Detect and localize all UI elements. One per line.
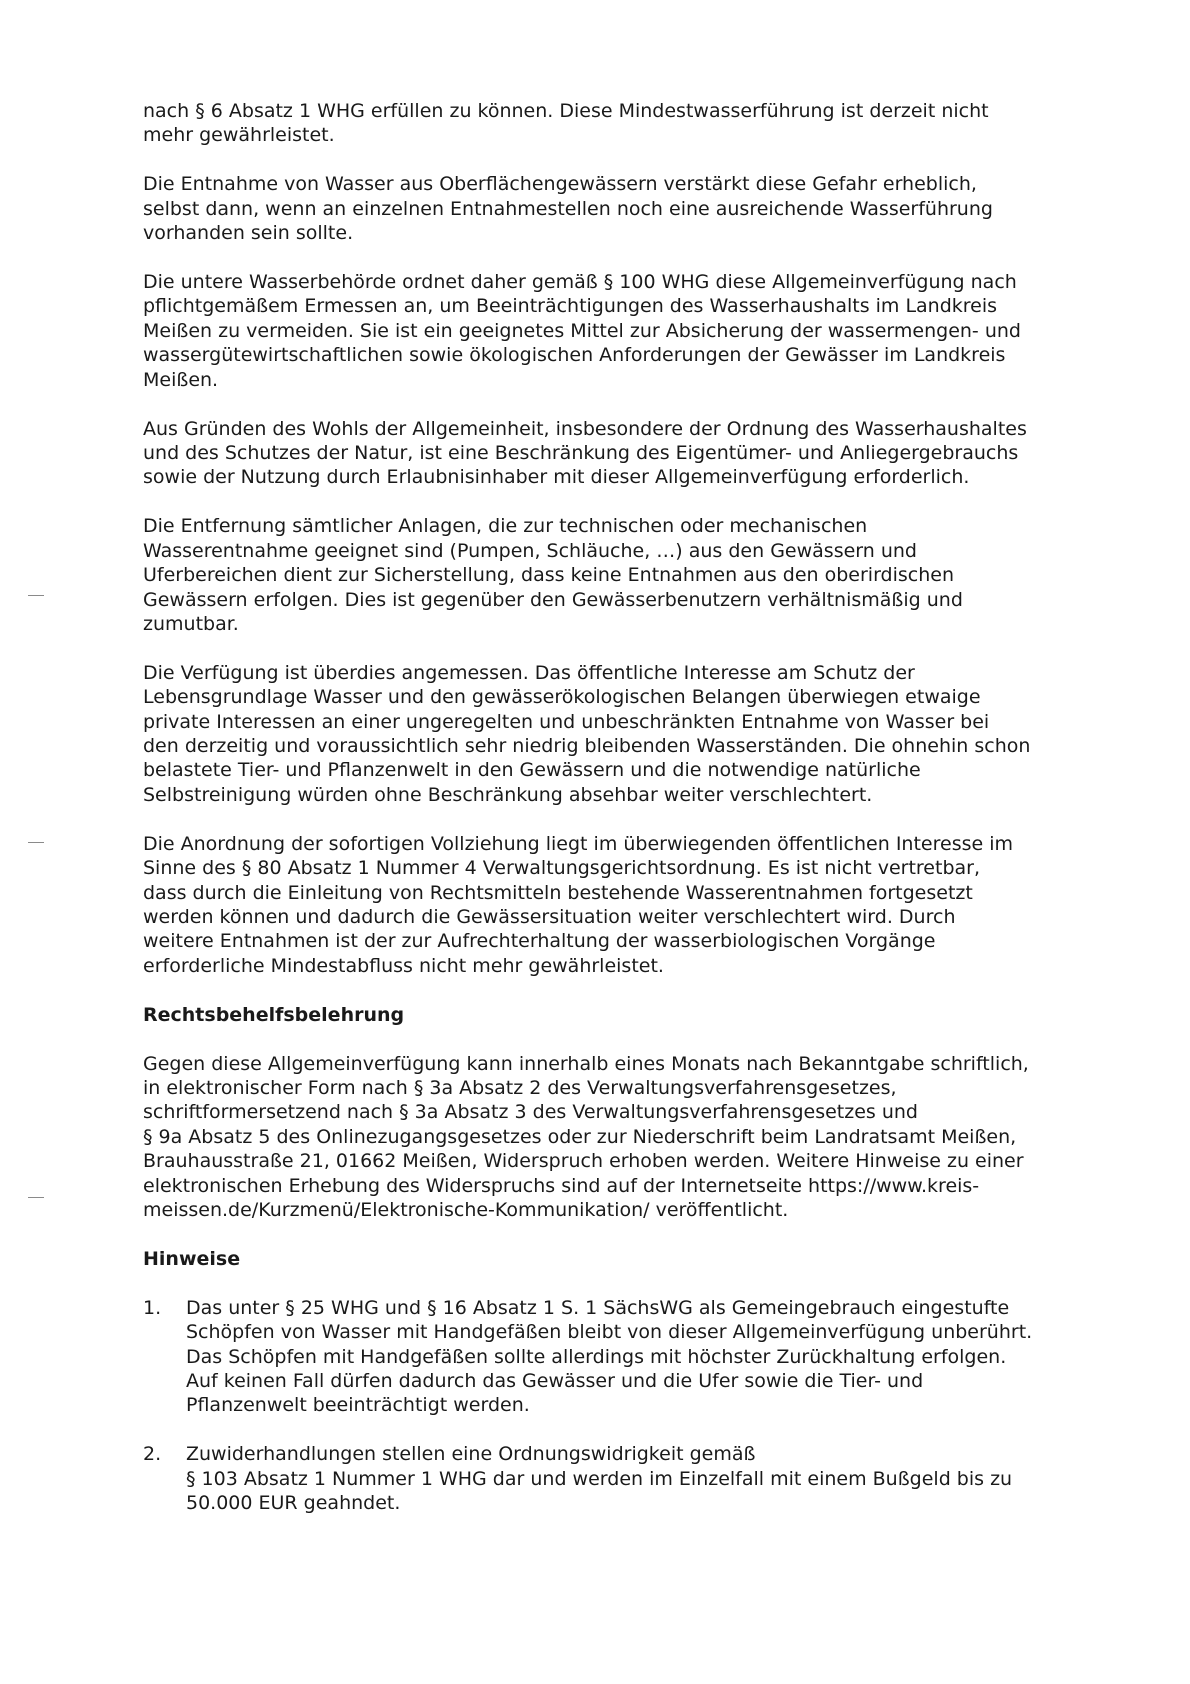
- heading-hinweise: Hinweise: [143, 1247, 241, 1270]
- heading-rechtsbehelfsbelehrung: Rechtsbehelfsbelehrung: [143, 1003, 405, 1026]
- paragraph-rechtsbehelf: Gegen diese Allgemeinverfügung kann innerhalb eines Monats nach Bekanntgabe schriftlich, in elektronischer Form nach § 3a Absatz 2 des Verwaltungsverfahrensgesetzes, schriftformersetzend nach § 3a Absatz 3 des Verwaltungsverfahrensgesetzes und § 9a Absatz 5 des Onlinezugangsgesetzes oder zur Niederschrift beim Landratsamt Meißen, Brauhausstraße 21, 01662 Meißen, Widerspruch erhoben werden. Weitere Hinweise zu einer elektronischen Erhebung des Widerspruchs sind auf der Internetseite https://www.kreis- meissen.de/Kurzmenü/Elektronische-Kommunikation/ veröffentlicht.: [143, 1052, 1029, 1222]
- paragraph-allgemeinwohl: Aus Gründen des Wohls der Allgemeinheit, insbesondere der Ordnung des Wasserhaushaltes und des Schutzes der Natur, ist eine Beschränkung des Eigentümer- und Anliegergebrauchs sowie der Nutzung durch Erlaubnisinhaber mit dieser Allgemeinverfügung erforderlich.: [143, 417, 1027, 489]
- paragraph-sofortige-vollziehung: Die Anordnung der sofortigen Vollziehung liegt im überwiegenden öffentlichen Interesse im Sinne des § 80 Absatz 1 Nummer 4 Verwaltungsgerichtsordnung. Es ist nicht vertretbar, dass durch die Einleitung von Rechtsmitteln bestehende Wasserentnahmen fortgesetzt werden können und dadurch die Gewässersituation weiter verschlechtert wird. Durch weitere Entnahmen ist der zur Aufrechterhaltung der wasserbiologischen Vorgänge erforderliche Mindestabfluss nicht mehr gewährleistet.: [143, 832, 1014, 977]
- hinweise-list: [143, 1296, 1090, 1516]
- paragraph-mindestwasser: nach § 6 Absatz 1 WHG erfüllen zu können. Diese Mindestwasserführung ist derzeit nicht mehr gewährleistet.: [143, 100, 989, 147]
- list-item-text: Das unter § 25 WHG und § 16 Absatz 1 S. 1 SächsWG als Gemeingebrauch eingestufte Schöpfen von Wasser mit Handgefäßen bleibt von dieser Allgemeinverfügung unberührt. Das Schöpfen mit Handgefäßen sollte allerdings mit höchster Zurückhaltung erfolgen. Auf keinen Fall dürfen dadurch das Gewässer und die Ufer sowie die Tier- und Pflanzenwelt beeinträchtigt werden.: [186, 1296, 1033, 1417]
- paragraph-entfernung-anlagen: Die Entfernung sämtlicher Anlagen, die zur technischen oder mechanischen Wasserentnahme geeignet sind (Pumpen, Schläuche, …) aus den Gewässern und Uferbereichen dient zur Sicherstellung, dass keine Entnahmen aus den oberirdischen Gewässern erfolgen. Dies ist gegenüber den Gewässerbenutzern verhältnismäßig und zumutbar.: [143, 515, 963, 635]
- fold-mark-middle: [28, 842, 44, 843]
- paragraph-anordnung: Die untere Wasserbehörde ordnet daher gemäß § 100 WHG diese Allgemeinverfügung nach pflichtgemäßem Ermessen an, um Beeinträchtigungen des Wasserhaushalts im Landkreis Meißen zu vermeiden. Sie ist ein geeignetes Mittel zur Absicherung der wassermengen- und wassergütewirtschaftlichen sowie ökologischen Anforderungen der Gewässer im Landkreis Meißen.: [143, 271, 1021, 391]
- fold-mark-bottom: [28, 1197, 44, 1198]
- list-item-text: Zuwiderhandlungen stellen eine Ordnungswidrigkeit gemäß § 103 Absatz 1 Nummer 1 WHG dar und werden im Einzelfall mit einem Bußgeld bis zu 50.000 EUR geahndet.: [186, 1443, 1013, 1515]
- list-item: [143, 1442, 1090, 1515]
- list-item-number: 2.: [143, 1443, 162, 1466]
- paragraph-entnahme: Die Entnahme von Wasser aus Oberflächengewässern verstärkt diese Gefahr erheblich, selbst dann, wenn an einzelnen Entnahmestellen noch eine ausreichende Wasserführung vorhanden sein sollte.: [143, 173, 993, 245]
- document-body: [143, 99, 1090, 1540]
- list-item: [143, 1296, 1090, 1418]
- fold-mark-top: [28, 595, 44, 596]
- list-item-number: 1.: [143, 1296, 162, 1319]
- paragraph-angemessenheit: Die Verfügung ist überdies angemessen. Das öffentliche Interesse am Schutz der Lebensgrundlage Wasser und den gewässerökologischen Belangen überwiegen etwaige private Interessen an einer ungeregelten und unbeschränkten Entnahme von Wasser bei den derzeitig und voraussichtlich sehr niedrig bleibenden Wasserständen. Die ohnehin schon belastete Tier- und Pflanzenwelt in den Gewässern und die notwendige natürliche Selbstreinigung würden ohne Beschränkung absehbar weiter verschlechtert.: [143, 661, 1031, 806]
